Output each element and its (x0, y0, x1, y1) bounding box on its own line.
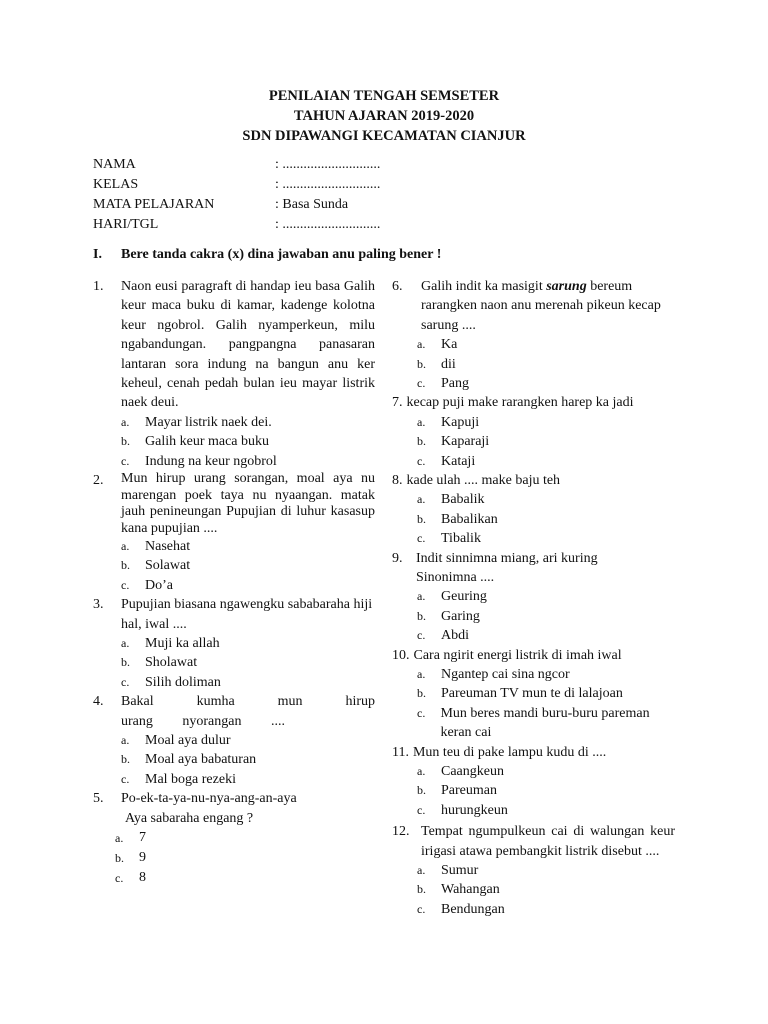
info-row-mata-pelajaran (93, 195, 380, 215)
option-b[interactable] (417, 432, 675, 451)
question-3 (93, 595, 375, 634)
option-letter: b. (121, 434, 130, 449)
option-text: Geuring (441, 589, 487, 605)
option-a[interactable] (121, 413, 375, 432)
options-11 (417, 762, 675, 820)
question-number: 2. (93, 473, 104, 489)
question-text (121, 789, 375, 828)
option-text: Garing (441, 608, 480, 624)
option-c[interactable] (417, 452, 675, 471)
emphasized-word: sarung (546, 279, 587, 294)
option-a[interactable] (417, 665, 675, 684)
option-text: 8 (139, 869, 146, 885)
option-text: Sholawat (145, 655, 198, 671)
option-b[interactable] (417, 781, 675, 800)
info-row-hari-tgl (93, 215, 380, 235)
question-number: 10. (392, 647, 410, 663)
option-letter: c. (121, 771, 130, 786)
questions-right-column (392, 277, 675, 919)
question-text: kade ulah .... make baju teh (406, 472, 561, 488)
options-8 (417, 490, 675, 548)
option-text: Kaparaji (441, 434, 490, 450)
option-text: hurungkeun (441, 802, 508, 818)
option-c[interactable] (417, 529, 675, 548)
option-text: Mal boga rezeki (145, 771, 236, 787)
section-instruction: Bere tanda cakra (x) dina jawaban anu paling bener ! (121, 247, 442, 262)
option-letter: b. (115, 850, 124, 865)
question-10 (392, 646, 675, 665)
question-6 (392, 277, 675, 335)
option-a[interactable] (417, 335, 675, 354)
option-letter: a. (121, 539, 130, 554)
option-letter: b. (417, 882, 426, 897)
option-text: Galih keur maca buku (145, 434, 270, 450)
option-c[interactable] (121, 770, 375, 789)
school-year: TAHUN AJARAN 2019-2020 (293, 108, 475, 124)
question-number: 8. (392, 472, 403, 488)
options-10 (417, 665, 675, 743)
question-text-part: Galih indit ka masigit (421, 279, 547, 294)
option-text: Wahangan (441, 882, 500, 898)
option-letter: b. (417, 511, 426, 526)
option-letter: a. (121, 732, 130, 747)
question-number: 1. (93, 279, 104, 294)
option-a[interactable] (121, 634, 375, 653)
option-letter: c. (417, 453, 426, 468)
section-number: I. (93, 247, 102, 262)
option-a[interactable] (417, 490, 675, 509)
question-number: 12. (392, 824, 410, 840)
question-11 (392, 743, 675, 762)
option-a[interactable] (121, 731, 375, 750)
info-row-nama (93, 155, 380, 175)
option-letter: b. (417, 434, 426, 449)
option-text: Silih doliman (145, 674, 221, 690)
option-text: Do’a (145, 577, 173, 593)
option-letter: b. (121, 558, 130, 573)
question-number: 6. (392, 279, 403, 294)
question-5 (93, 789, 375, 828)
option-letter: a. (121, 636, 130, 650)
options-12 (417, 861, 675, 919)
info-value: : ............................ (275, 177, 381, 192)
option-text: Tibalik (441, 531, 481, 547)
option-text: Pareuman TV mun te di lalajoan (441, 686, 623, 702)
option-letter: b. (417, 356, 426, 371)
option-letter: b. (121, 752, 130, 767)
option-letter: c. (417, 628, 426, 643)
options-9 (417, 587, 675, 645)
option-text: Pang (441, 376, 469, 391)
school-name: SDN DIPAWANGI KECAMATAN CIANJUR (242, 128, 526, 144)
option-b[interactable] (417, 880, 675, 899)
option-letter: c. (417, 901, 426, 916)
option-text: Kapuji (441, 414, 480, 430)
question-9 (392, 549, 675, 588)
option-text: Nasehat (145, 539, 191, 555)
question-text: kecap puji make rarangken harep ka jadi (406, 395, 634, 411)
option-letter: a. (417, 337, 426, 352)
option-a[interactable] (121, 537, 375, 556)
option-a[interactable] (417, 762, 675, 781)
option-a[interactable] (417, 413, 675, 432)
option-c[interactable] (417, 704, 675, 743)
student-info (93, 155, 380, 235)
option-letter: c. (115, 870, 124, 885)
question-8 (392, 471, 675, 490)
question-2 (93, 471, 375, 537)
option-b[interactable] (121, 556, 375, 575)
question-4 (93, 692, 375, 731)
option-letter: a. (417, 589, 426, 604)
options-3 (121, 634, 375, 692)
document-header (0, 86, 768, 146)
option-b[interactable] (121, 750, 375, 769)
option-text: 7 (139, 829, 146, 845)
option-text: Babalikan (441, 511, 498, 527)
option-b[interactable] (417, 510, 675, 529)
question-number: 7. (392, 395, 403, 411)
info-label: HARI/TGL (93, 217, 159, 232)
question-number: 4. (93, 694, 104, 710)
option-a[interactable] (417, 587, 675, 606)
exam-title: PENILAIAN TENGAH SEMSETER (268, 88, 500, 104)
options-1 (121, 413, 375, 471)
question-text: Mun hirup urang sorangan, moal aya nu marengan poek taya nu nyaangan. matak jauh penineungan Pupujian di luhur kasasup kana pupujian .... (121, 471, 375, 536)
option-c[interactable] (115, 868, 375, 888)
info-label: NAMA (93, 157, 136, 172)
option-text: Indung na keur ngobrol (145, 453, 277, 469)
option-c[interactable] (417, 801, 675, 820)
option-text: Bendungan (441, 901, 505, 917)
option-text: Mayar listrik naek dei. (145, 414, 272, 430)
question-12 (392, 822, 675, 861)
question-text-line: Po-ek-ta-ya-nu-nya-ang-an-aya (121, 791, 297, 807)
option-text: Moal aya dulur (145, 732, 231, 748)
option-letter: c. (121, 453, 130, 468)
option-letter: a. (417, 763, 426, 778)
option-letter: a. (417, 666, 426, 681)
question-text: Naon eusi paragraft di handap ieu basa Galih keur maca buku di kamar, kadenge kolotna keur ngobrol. Galih nyamperkeun, milu ngabandungan. pangpangna panasaran lantaran sora indung na bangun anu ker keheul, cenah pedah bulan ieu mayar listrik naek deui. (121, 279, 375, 411)
option-text: Solawat (145, 558, 191, 574)
questions-left-column (93, 277, 375, 888)
question-1 (93, 277, 375, 413)
options-2 (121, 537, 375, 595)
option-text: Caangkeun (441, 763, 504, 779)
question-text: Mun teu di pake lampu kudu di .... (412, 744, 607, 760)
option-letter: b. (417, 783, 426, 798)
option-letter: b. (417, 608, 426, 623)
option-letter: b. (121, 655, 130, 670)
option-text: Abdi (441, 628, 469, 644)
option-letter: a. (417, 492, 426, 507)
option-c[interactable] (121, 576, 375, 595)
option-letter: b. (417, 686, 426, 701)
option-a[interactable] (417, 861, 675, 880)
info-label: MATA PELAJARAN (93, 197, 215, 212)
question-number: 9. (392, 550, 403, 566)
question-number: 3. (93, 597, 104, 613)
option-letter: c. (417, 531, 426, 546)
option-text: Ngantep cai sina ngcor (441, 666, 570, 682)
option-letter: a. (121, 414, 130, 429)
option-text: Pareuman (441, 783, 497, 799)
info-label: KELAS (93, 177, 139, 192)
options-6 (417, 335, 675, 393)
option-b[interactable] (417, 684, 675, 703)
question-text: Pupujian biasana ngawengku sababaraha hiji hal, iwal .... (121, 597, 373, 632)
option-c[interactable] (417, 900, 675, 919)
option-letter: a. (417, 414, 426, 429)
option-text: Muji ka allah (145, 636, 220, 651)
option-c[interactable] (121, 452, 375, 471)
options-4 (121, 731, 375, 789)
info-value: : ............................ (275, 217, 381, 232)
option-letter: c. (121, 577, 130, 592)
option-letter: a. (115, 830, 124, 845)
option-b[interactable] (121, 432, 375, 451)
option-text: Mun beres mandi buru-buru pareman keran cai (440, 705, 650, 741)
question-text: Bakal kumha mun hirup urang nyorangan .... (121, 694, 375, 729)
option-text: 9 (139, 849, 146, 865)
question-number: 11. (392, 744, 409, 760)
option-text: Kataji (441, 453, 476, 469)
option-b[interactable] (417, 607, 675, 626)
option-c[interactable] (121, 673, 375, 692)
question-text: Indit sinnimna miang, ari kuring Sinonimna .... (416, 550, 598, 585)
option-b[interactable] (115, 848, 375, 868)
question-number: 5. (93, 791, 104, 807)
question-text (421, 277, 675, 335)
option-c[interactable] (417, 374, 675, 393)
option-c[interactable] (417, 626, 675, 645)
info-value: : ............................ (275, 157, 381, 172)
question-text: Tempat ngumpulkeun cai di walungan keur irigasi atawa pembangkit listrik disebut .... (421, 824, 675, 859)
options-5 (115, 828, 375, 888)
option-letter: c. (417, 705, 426, 720)
question-text: Cara ngirit energi listrik di imah iwal (413, 647, 622, 663)
info-row-kelas (93, 175, 380, 195)
options-7 (417, 413, 675, 471)
option-b[interactable] (417, 355, 675, 374)
option-letter: c. (121, 674, 130, 689)
question-7 (392, 393, 675, 412)
option-a[interactable] (115, 828, 375, 848)
option-text: Sumur (441, 862, 479, 878)
option-text: Moal aya babaturan (145, 752, 257, 768)
option-text: Babalik (441, 492, 485, 508)
info-value: : Basa Sunda (275, 197, 349, 212)
option-text: Ka (441, 337, 458, 353)
option-text: dii (441, 356, 456, 372)
option-letter: c. (417, 802, 426, 817)
option-letter: c. (417, 376, 426, 390)
question-text-part: bereum rarangken naon anu merenah pikeun kecap sarung .... (421, 279, 661, 333)
question-text-line: Aya sabaraha engang ? (125, 810, 254, 826)
section-heading (93, 247, 441, 263)
option-letter: a. (417, 862, 426, 877)
option-b[interactable] (121, 653, 375, 672)
